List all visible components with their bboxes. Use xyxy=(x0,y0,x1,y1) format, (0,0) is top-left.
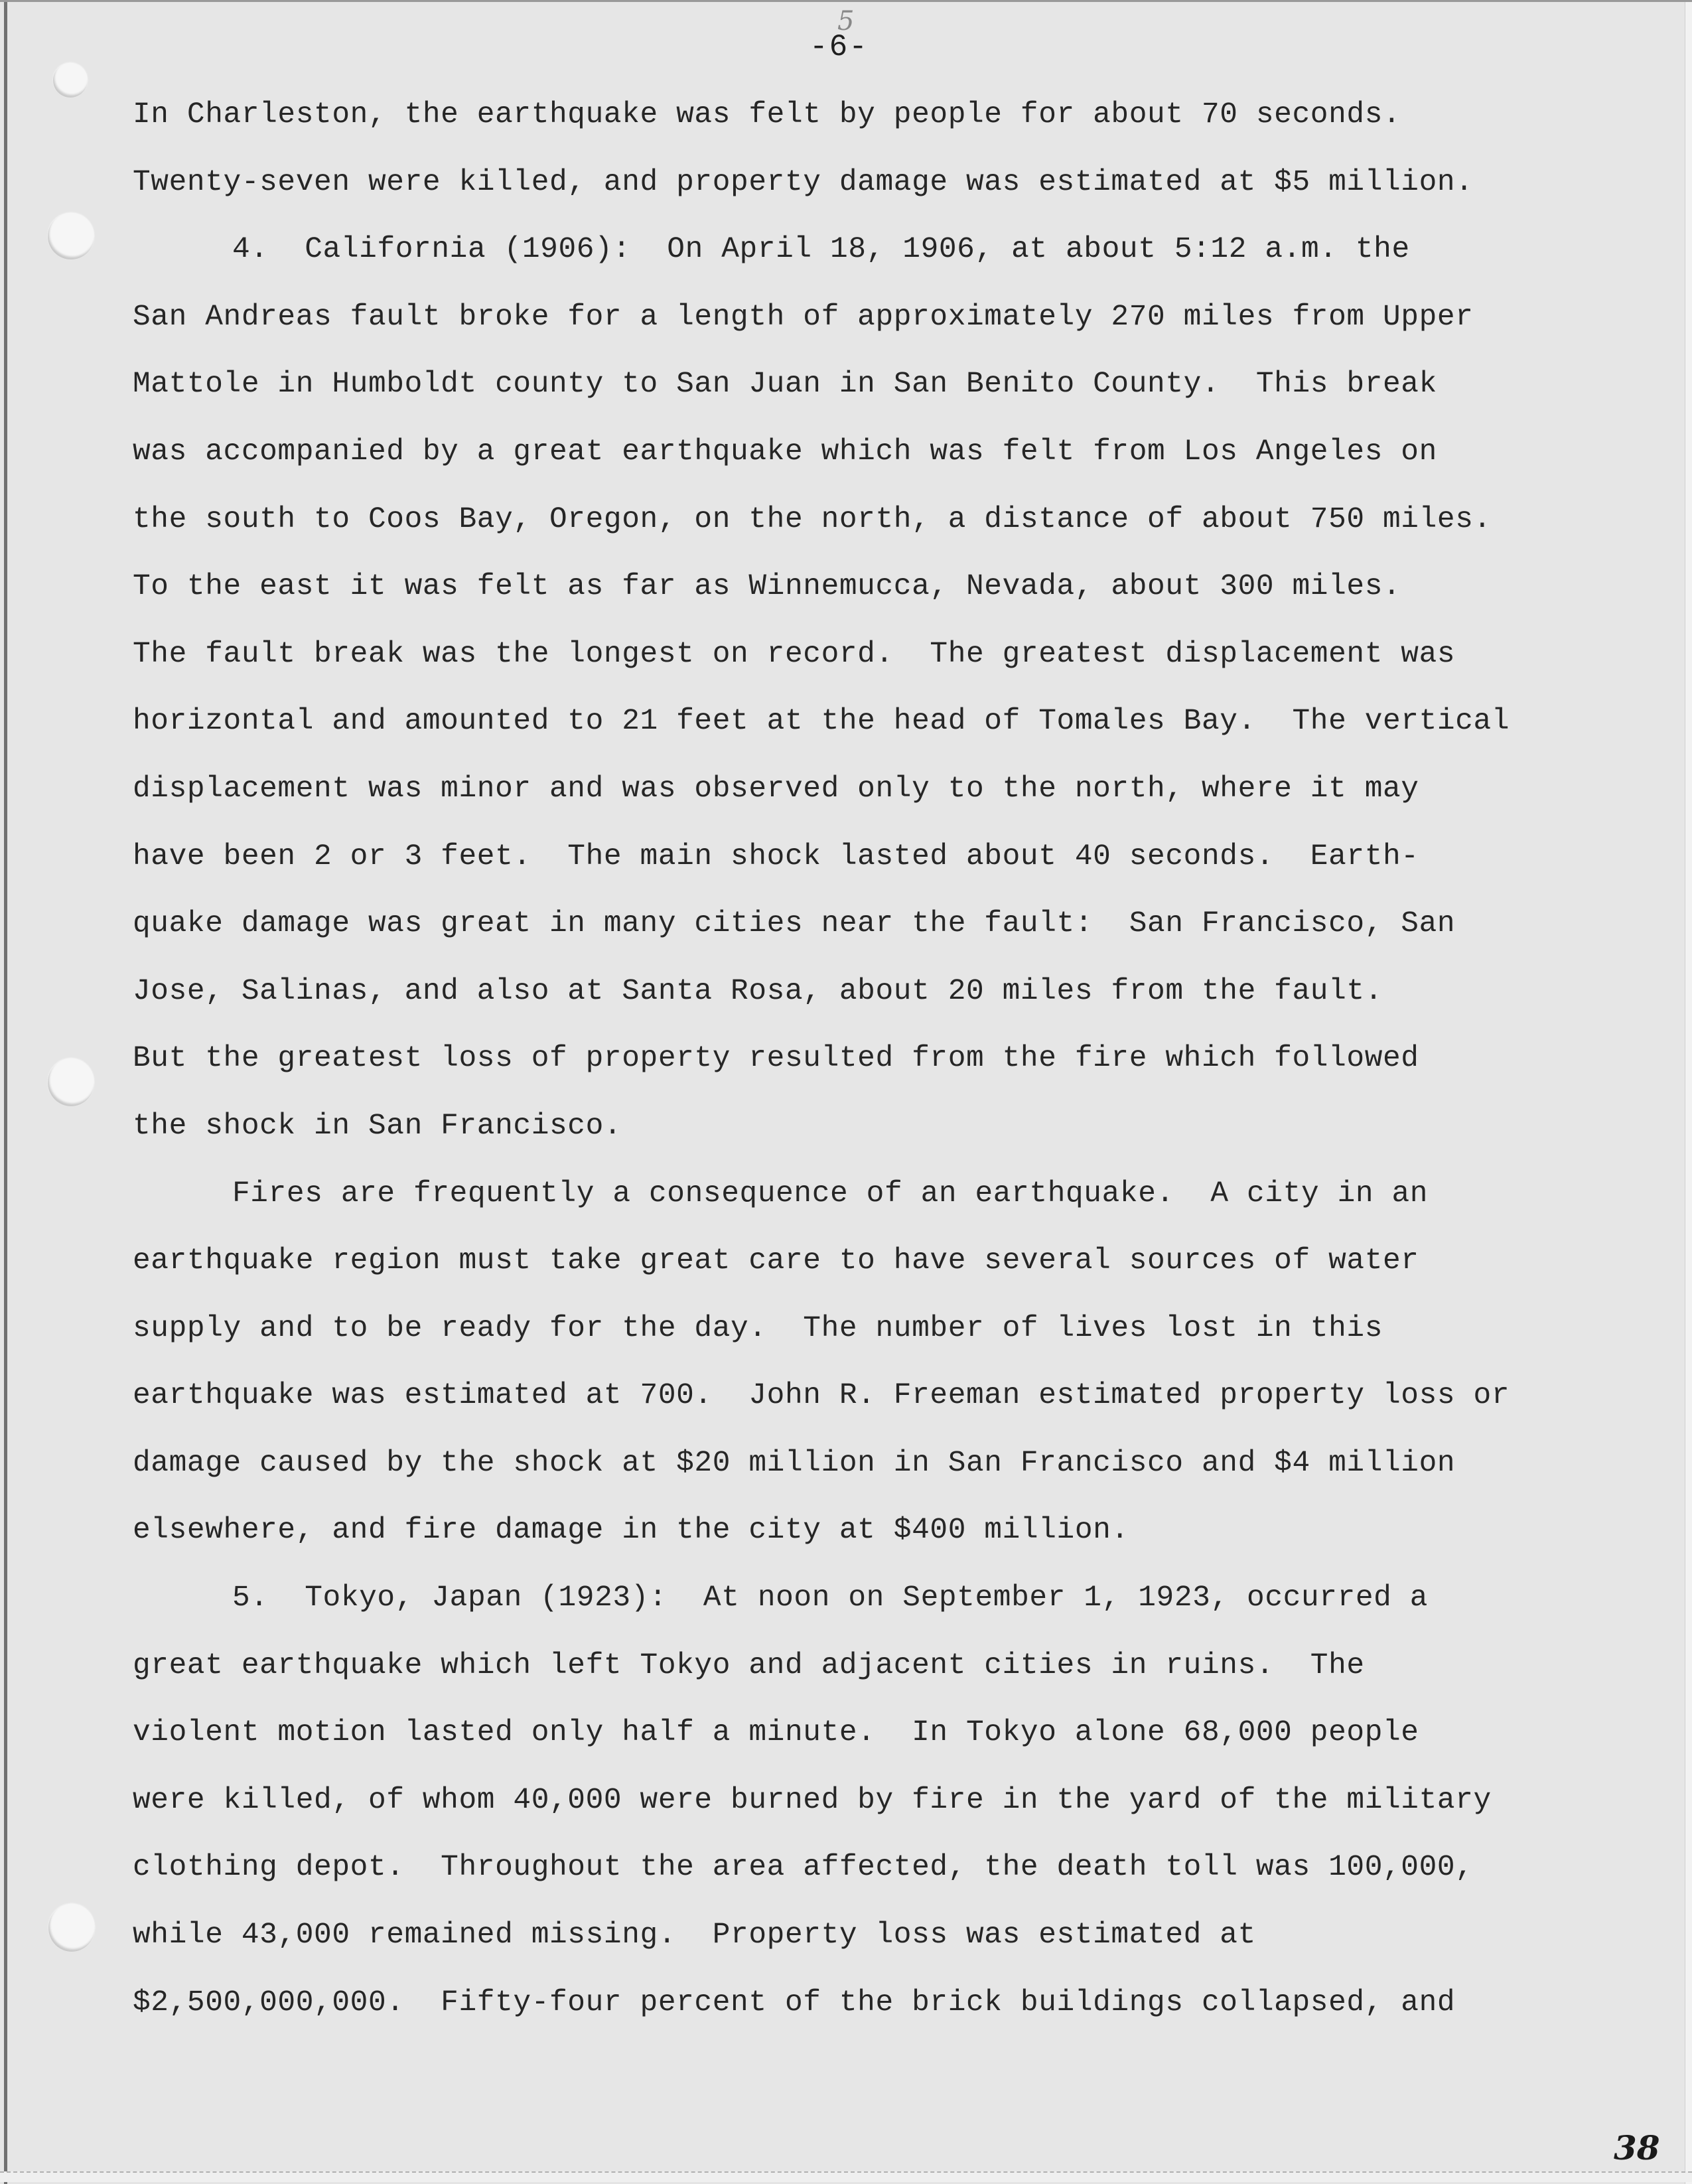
text-line: earthquake region must take great care to have several sources of water xyxy=(133,1244,1419,1278)
text-line: displacement was minor and was observed only to the north, where it may xyxy=(133,772,1419,806)
text-line: To the east it was felt as far as Winnemucca, Nevada, about 300 miles. xyxy=(133,570,1401,604)
page-left-edge xyxy=(4,2,7,2184)
text-line: damage caused by the shock at $20 million in San Francisco and $4 million xyxy=(133,1446,1456,1480)
text-line: have been 2 or 3 feet. The main shock lasted about 40 seconds. Earth- xyxy=(133,839,1419,873)
punch-hole xyxy=(48,1058,94,1106)
text-line: Mattole in Humboldt county to San Juan in San Benito County. This break xyxy=(133,368,1437,401)
text-line: elsewhere, and fire damage in the city at $400 million. xyxy=(133,1514,1129,1548)
text-line: horizontal and amounted to 21 feet at the head of Tomales Bay. The vertical xyxy=(133,705,1510,739)
punch-hole xyxy=(48,1904,95,1952)
text-line: San Andreas fault broke for a length of approximately 270 miles from Upper xyxy=(133,300,1474,334)
text-line: clothing depot. Throughout the area affected, the death toll was 100,000, xyxy=(133,1851,1474,1885)
text-line: supply and to be ready for the day. The number of lives lost in this xyxy=(133,1311,1383,1345)
text-line: Jose, Salinas, and also at Santa Rosa, about 20 miles from the fault. xyxy=(133,974,1383,1008)
page-right-edge xyxy=(1685,2,1692,2184)
paragraph-charleston xyxy=(133,95,1659,230)
text-line: earthquake was estimated at 700. John R. Freeman estimated property loss or xyxy=(133,1379,1510,1413)
text-line: the south to Coos Bay, Oregon, on the north, a distance of about 750 miles. xyxy=(133,502,1492,536)
text-line: was accompanied by a great earthquake which was felt from Los Angeles on xyxy=(133,435,1437,469)
text-line: Twenty-seven were killed, and property damage was estimated at $5 million. xyxy=(133,165,1474,199)
page-bottom-edge xyxy=(0,2171,1692,2182)
text-line: Fires are frequently a consequence of an earthquake. A city in an xyxy=(232,1177,1429,1210)
punch-hole xyxy=(53,63,88,98)
text-line: But the greatest loss of property resulted from the fire which followed xyxy=(133,1042,1419,1076)
paragraph-tokyo-1923 xyxy=(133,1578,1659,2050)
text-line: The fault break was the longest on record. The greatest displacement was xyxy=(133,637,1456,671)
punch-hole xyxy=(48,213,94,259)
paragraph-california-1906 xyxy=(133,230,1659,1173)
text-line: 5. Tokyo, Japan (1923): At noon on September 1, 1923, occurred a xyxy=(232,1581,1429,1615)
text-line: great earthquake which left Tokyo and adjacent cities in ruins. The xyxy=(133,1648,1365,1682)
page-number: -6- xyxy=(810,30,869,64)
text-line: violent motion lasted only half a minute. In Tokyo alone 68,000 people xyxy=(133,1716,1419,1750)
body-text xyxy=(133,95,1659,2050)
paragraph-fires xyxy=(133,1174,1659,1579)
text-line: quake damage was great in many cities near the fault: San Francisco, San xyxy=(133,907,1456,941)
handwritten-page-number: 5 xyxy=(837,6,855,36)
text-line: were killed, of whom 40,000 were burned by fire in the yard of the military xyxy=(133,1783,1492,1817)
text-line: 4. California (1906): On April 18, 1906, at about 5:12 a.m. the xyxy=(232,233,1410,267)
text-line: while 43,000 remained missing. Property loss was estimated at xyxy=(133,1919,1256,1952)
text-line: the shock in San Francisco. xyxy=(133,1109,622,1143)
text-line: In Charleston, the earthquake was felt by people for about 70 seconds. xyxy=(133,98,1401,131)
text-line: $2,500,000,000. Fifty-four percent of the brick buildings collapsed, and xyxy=(133,1986,1456,2019)
handwritten-corner-number: 38 xyxy=(1614,2128,1660,2167)
